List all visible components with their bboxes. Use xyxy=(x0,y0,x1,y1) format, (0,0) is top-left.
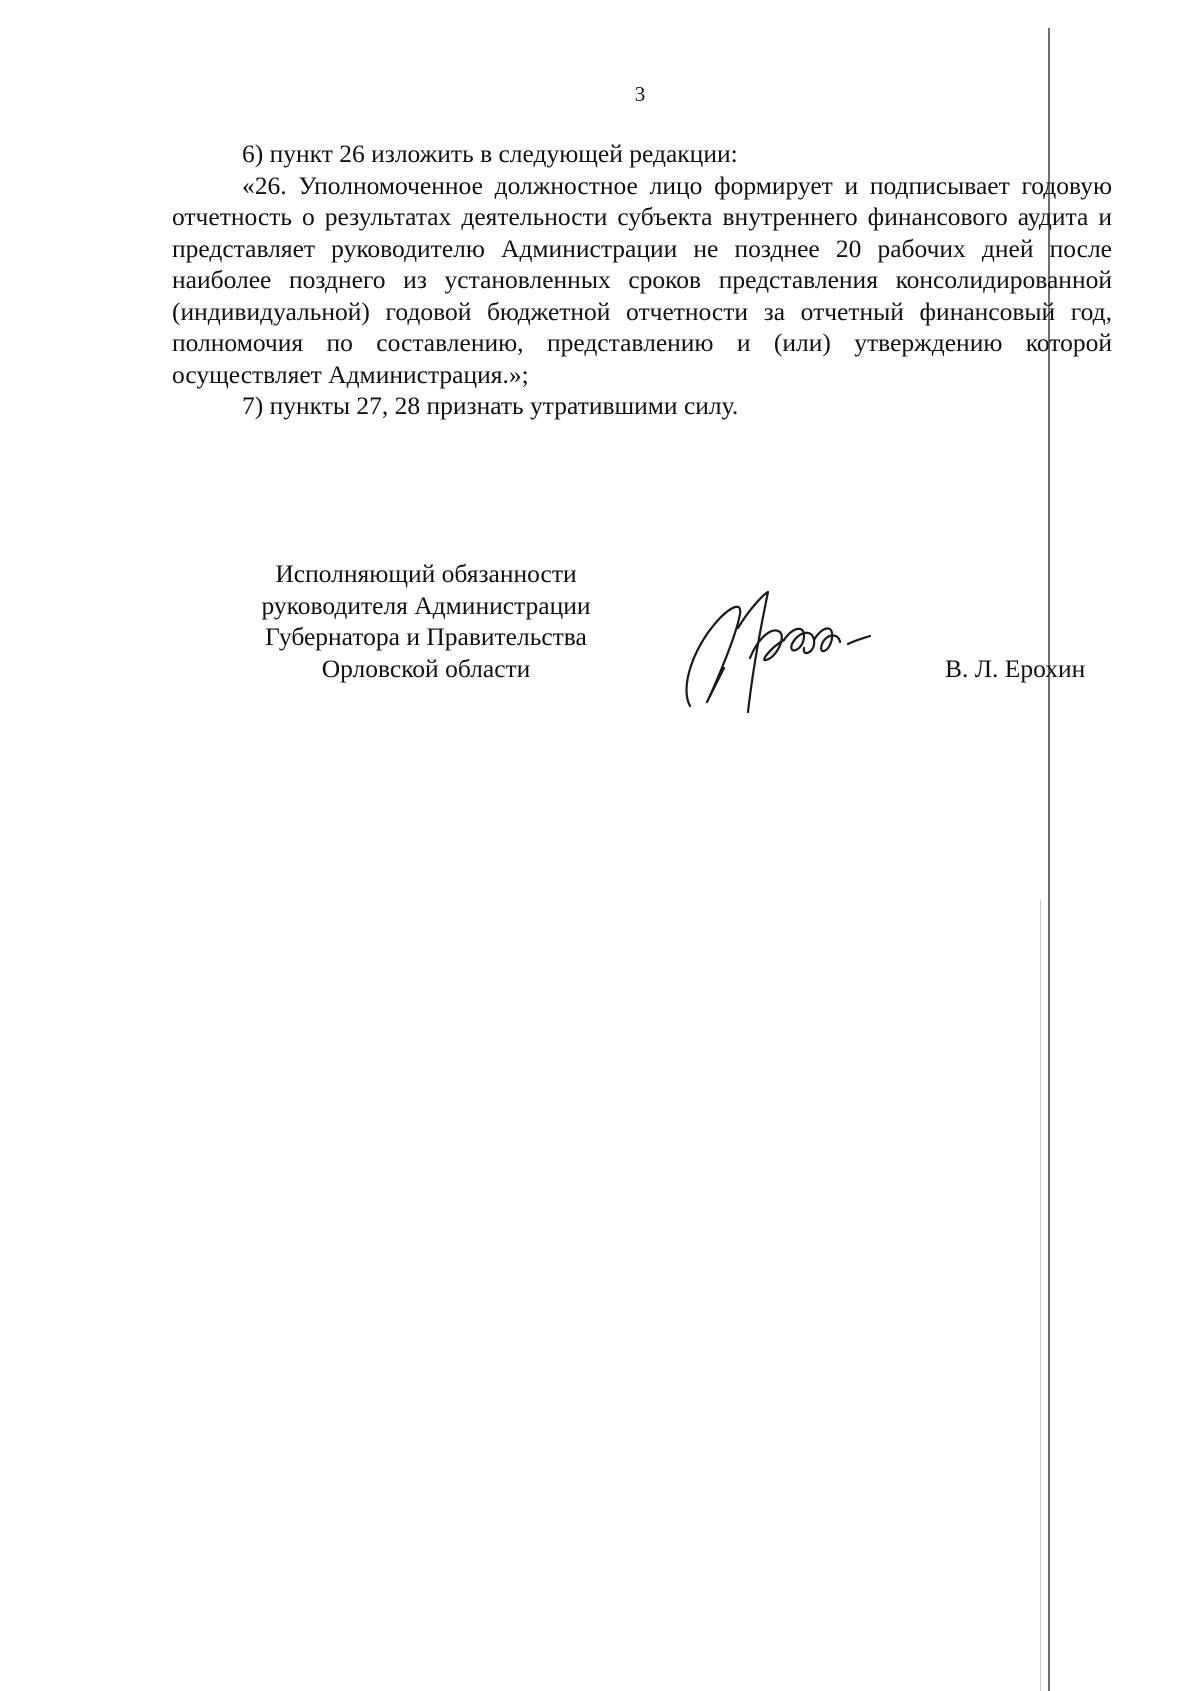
position-line: Орловской области xyxy=(321,653,531,683)
document-body xyxy=(172,138,1112,422)
signatory-position xyxy=(236,558,616,684)
position-line: руководителя Администрации xyxy=(261,590,591,620)
page-number: 3 xyxy=(634,82,646,106)
position-line: Исполняющий обязанности xyxy=(275,559,577,588)
handwritten-signature xyxy=(680,588,910,718)
paragraph-item-7: 7) пункты 27, 28 признать утратившими силу. xyxy=(242,391,739,420)
paragraph-clause-26: «26. Уполномоченное должностное лицо формирует и подписывает годовую отчетность о результатах деятельности субъекта внутреннего финансового аудита и представляет руководителю Администрации не позднее 20 рабочих дней после наиболее позднего из установленных сроков представления консолидированной (индивидуальной) годовой бюджетной отчетности за отчетный финансовый год, полномочия по составлению, представлению и (или) утверждению которой осуществляет Администрация.»; xyxy=(172,170,1112,389)
paragraph-item-6: 6) пункт 26 изложить в следующей редакции: xyxy=(242,139,738,168)
scan-edge-line-faint xyxy=(1040,900,1041,1691)
signer-name: В. Л. Ерохин xyxy=(945,654,1086,683)
position-line: Губернатора и Правительства xyxy=(265,622,587,651)
